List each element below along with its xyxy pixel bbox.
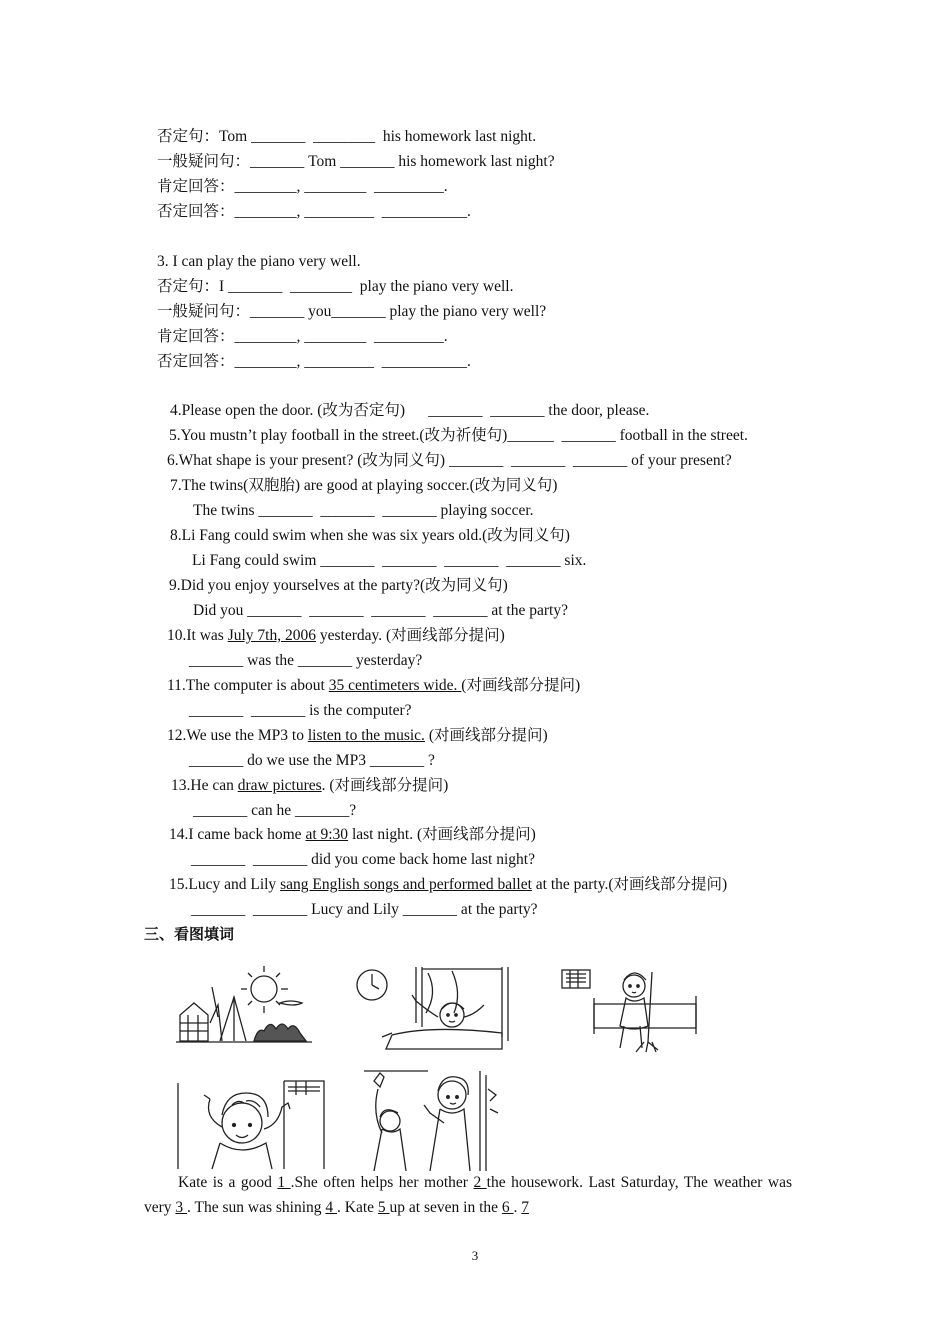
q13-answer-line: _______ can he _______? (193, 802, 357, 819)
q3-stem: 3. I can play the piano very well. (157, 253, 361, 270)
q12-line (167, 726, 548, 746)
picture-girl-sweeping (558, 964, 700, 1054)
q12-answer-line: _______ do we use the MP3 _______ ? (189, 752, 435, 769)
blank-4[interactable]: 4 (325, 1199, 338, 1216)
q4-line: 4.Please open the door. (改为否定句) _______ _______ the door, please. (170, 402, 650, 419)
q2-negative-answer-line: 否定回答：________, _________ ___________. (157, 203, 471, 220)
q15-answer-line: _______ _______ Lucy and Lily _______ at the party? (191, 901, 538, 918)
q5-line: 5.You mustn’t play football in the street.(改为祈使句)______ _______ football in the street. (169, 427, 748, 444)
q3-negative-line: 否定句：I _______ ________ play the piano very well. (157, 278, 514, 295)
q12-underlined-part: listen to the music. (307, 727, 425, 744)
blank-7[interactable]: 7 (521, 1199, 530, 1216)
q15-underlined-part: sang English songs and performed ballet (280, 876, 532, 893)
q12-instruction: (对画线部分提问) (424, 727, 548, 744)
q15-instruction: at the party.(对画线部分提问) (531, 876, 728, 893)
q13-text: 13.He can (171, 777, 238, 794)
q3-negative-answer-line: 否定回答：________, _________ ___________. (157, 353, 471, 370)
q12-text: 12.We use the MP3 to (167, 727, 308, 744)
blank-1[interactable]: 1 (277, 1174, 291, 1191)
passage-text-1: Kate is a good (178, 1174, 278, 1191)
q13-underlined-part: draw pictures (237, 777, 322, 794)
q7-answer-line: The twins _______ _______ _______ playing soccer. (193, 502, 534, 519)
q10-underlined-part: July 7th, 2006 (227, 627, 316, 644)
q15-line (169, 875, 727, 895)
q9-answer-line: Did you _______ _______ _______ _______ at the party? (193, 602, 568, 619)
q14-text: 14.I came back home (169, 826, 306, 843)
q13-line (171, 776, 448, 796)
q14-answer-line: _______ _______ did you come back home last night? (191, 851, 535, 868)
passage-text-6: up at seven in the (389, 1199, 502, 1216)
q11-answer-line: _______ _______ is the computer? (189, 702, 412, 719)
q10-answer-line: _______ was the _______ yesterday? (189, 652, 423, 669)
q10-text: 10.It was (167, 627, 228, 644)
section3-heading: 三、看图填词 (144, 925, 235, 943)
q11-text: 11.The computer is about (167, 677, 329, 694)
q10-line (167, 626, 505, 646)
blank-5[interactable]: 5 (377, 1199, 390, 1216)
passage-text-7: . (513, 1199, 522, 1216)
q2-affirmative-answer-line: 肯定回答：________, ________ _________. (157, 178, 448, 195)
q2-negative-line: 否定句：Tom _______ ________ his homework last night. (157, 128, 537, 145)
q8-line: 8.Li Fang could swim when she was six years old.(改为同义句) (170, 527, 570, 544)
passage-text-4: . The sun was shining (187, 1199, 326, 1216)
blank-3[interactable]: 3 (175, 1199, 188, 1216)
q14-underlined-part: at 9:30 (305, 826, 349, 843)
passage-text-5: . Kate (337, 1199, 378, 1216)
picture-girl-with-mother (360, 1069, 504, 1171)
q6-line: 6.What shape is your present? (改为同义句) _______ _______ _______ of your present? (167, 452, 732, 469)
q11-instruction: (对画线部分提问) (461, 677, 581, 694)
q10-instruction: yesterday. (对画线部分提问) (315, 627, 505, 644)
q2-general-question-line: 一般疑问句：_______ Tom _______ his homework last night? (157, 153, 555, 170)
q14-instruction: last night. (对画线部分提问) (348, 826, 536, 843)
q8-answer-line: Li Fang could swim _______ _______ _______ _______ six. (192, 552, 587, 569)
passage-text-3: the housework. Last Saturday, The weather was very (144, 1174, 793, 1216)
q3-general-question-line: 一般疑问句：_______ you_______ play the piano very well? (157, 303, 547, 320)
q13-instruction: . (对画线部分提问) (321, 777, 449, 794)
picture-girl-waking-up (352, 965, 512, 1051)
page-number: 3 (471, 1248, 479, 1263)
q9-line: 9.Did you enjoy yourselves at the party?(改为同义句) (169, 577, 508, 594)
q7-line: 7.The twins(双胞胎) are good at playing soccer.(改为同义句) (170, 477, 558, 494)
q11-line (167, 676, 580, 696)
q3-affirmative-answer-line: 肯定回答：________, ________ _________. (157, 328, 448, 345)
section3-passage (144, 1170, 792, 1220)
q14-line (169, 825, 536, 845)
blank-2[interactable]: 2 (473, 1174, 487, 1191)
q15-text: 15.Lucy and Lily (169, 876, 281, 893)
picture-sunny-day (176, 963, 312, 1045)
picture-girl-washing (176, 1079, 326, 1171)
blank-6[interactable]: 6 (501, 1199, 514, 1216)
q11-underlined-part: 35 centimeters wide. (328, 677, 462, 694)
passage-text-2: .She often helps her mother (290, 1174, 474, 1191)
